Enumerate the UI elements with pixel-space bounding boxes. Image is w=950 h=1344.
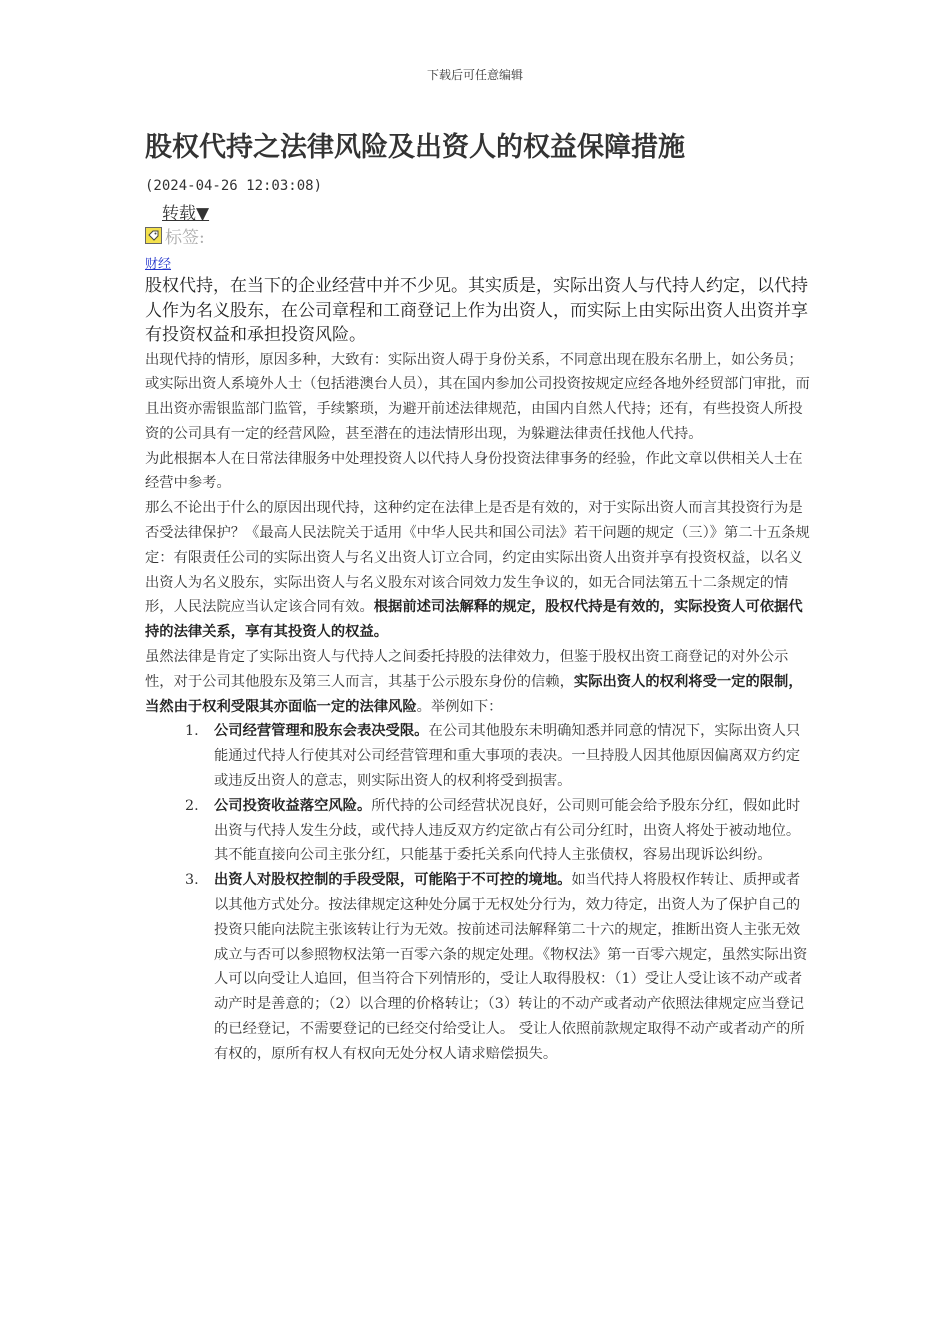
validity-conclusion: 根据前述司法解释的规定，股权代持是有效的，实际投资人可依据代持的法律关系，享有其投资人的权益。	[145, 599, 803, 641]
list-item-heading: 公司投资收益落空风险。	[214, 797, 372, 814]
tag-icon	[145, 227, 162, 244]
article-body	[145, 274, 810, 1067]
risk-list	[145, 719, 810, 1066]
list-item	[145, 719, 810, 793]
list-item-number: 3.	[185, 872, 199, 889]
list-item-heading: 公司经营管理和股东会表决受限。	[214, 723, 429, 740]
validity-paragraph	[145, 496, 810, 645]
tags-row	[145, 223, 205, 248]
list-item-text: 如当代持人将股权作转让、质押或者以其他方式处分。按法律规定这种处分属于无权处分行为，效力待定，出资人为了保护自己的投资只能向法院主张该转让行为无效。按前述司法解释第二十六的规定，推断出资人主张无效成立与否可以参照物权法第一百零六条的规定处理。《物权法》第一百零六规定，虽然实际出资人可以向受让人追回，但当符合下列情形的，受让人取得股权：（1）受让人受让该不动产或者动产时是善意的；（2）以合理的价格转让；（3）转让的不动产或者动产依照法律规定应当登记的已经登记，不需要登记的已经交付给受让人。 受让人依照前款规定取得不动产或者动产的所有权的，原所有权人有权向无处分权人请求赔偿损失。	[214, 872, 808, 1062]
tags-label: 标签:	[165, 228, 205, 248]
list-item-number: 2.	[185, 797, 199, 814]
validity-text: 那么不论出于什么的原因出现代持，这种约定在法律上是否是有效的，对于实际出资人而言其投资行为是否受法律保护？《最高人民法院关于适用《中华人民共和国公司法》若干问题的规定（三）》第二十五条规定：有限责任公司的实际出资人与名义出资人订立合同，约定由实际出资人出资并享有投资权益，以名义出资人为名义股东，实际出资人与名义股东对该合同效力发生争议的，如无合同法第五十二条规定的情形，人民法院应当认定该合同有效。	[145, 500, 810, 616]
article-date: (2024-04-26 12:03:08)	[145, 178, 323, 194]
intro-paragraph: 股权代持，在当下的企业经营中并不少见。其实质是，实际出资人与代持人约定，以代持人作为名义股东，在公司章程和工商登记上作为出资人，而实际上由实际出资人出资并享有投资权益和承担投资风险。	[145, 276, 808, 345]
download-note: 下载后可任意编辑	[426, 68, 523, 82]
tag-link-finance[interactable]: 财经	[145, 257, 172, 272]
repost-toggle[interactable]: 转载▼	[162, 204, 210, 224]
risk-intro-tail: 。举例如下：	[416, 698, 503, 715]
purpose-paragraph: 为此根据本人在日常法律服务中处理投资人以代持人身份投资法律事务的经验，作此文章以供相关人士在经营中参考。	[145, 450, 803, 492]
list-item-text: 所代持的公司经营状况良好，公司则可能会给予股东分红，假如此时出资与代持人发生分歧，或代持人违反双方约定欲占有公司分红时，出资人将处于被动地位。其不能直接向公司主张分红，只能基于委托关系向代持人主张债权，容易出现诉讼纠纷。	[214, 797, 801, 864]
risk-intro-text: 虽然法律是肯定了实际出资人与代持人之间委托持股的法律效力，但鉴于股权出资工商登记的对外公示性，对于公司其他股东及第三人而言，其基于公示股东身份的信赖，	[145, 649, 789, 690]
list-item	[145, 794, 810, 868]
risk-intro-emphasis: 实际出资人的权利将受一定的限制，当然由于权利受限其亦面临一定的法律风险	[145, 673, 803, 715]
list-item-number: 1.	[185, 723, 199, 740]
list-item-heading: 出资人对股权控制的手段受限，可能陷于不可控的境地。	[214, 872, 572, 889]
list-item	[145, 868, 810, 1066]
risk-intro-paragraph	[145, 645, 810, 719]
list-item-text: 在公司其他股东未明确知悉并同意的情况下，实际出资人只能通过代持人行使其对公司经营管理和重大事项的表决。一旦持股人因其他原因偏离双方约定或违反出资人的意志，则实际出资人的权利将受到损害。	[214, 723, 801, 790]
reasons-paragraph: 出现代持的情形，原因多种，大致有：实际出资人碍于身份关系，不同意出现在股东名册上，如公务员；或实际出资人系境外人士（包括港澳台人员），其在国内参加公司投资按规定应经各地外经贸部门审批，而且出资亦需银监部门监管，手续繁琐，为避开前述法律规范，由国内自然人代持；还有，有些投资人所投资的公司具有一定的经营风险，甚至潜在的违法情形出现，为躲避法律责任找他人代持。	[145, 351, 810, 442]
article-title: 股权代持之法律风险及出资人的权益保障措施	[145, 132, 685, 163]
